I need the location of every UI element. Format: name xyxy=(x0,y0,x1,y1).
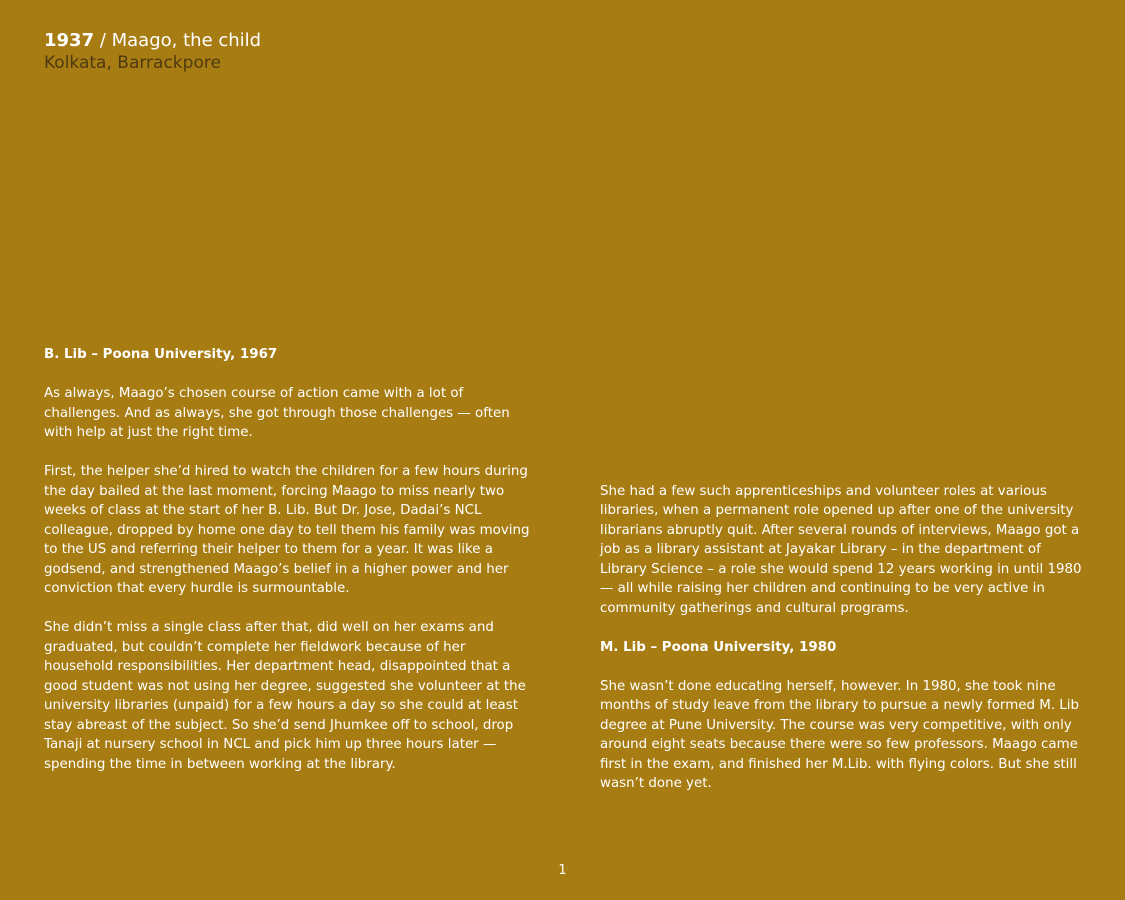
paragraph: First, the helper she’d hired to watch the children for a few hours during the day bailed at the last moment, forcing Maago to miss nearly two weeks of class at the start of her B. Lib. But Dr. Jose, Dadai’s NCL colleague, dropped by home one day to tell them his family was moving to the US and referring their helper to them for a year. It was like a godsend, and strengthened Maago’s belief in a higher power and her conviction that every hurdle is surmountable. xyxy=(44,464,530,596)
paragraph: She wasn’t done educating herself, however. In 1980, she took nine months of study leave from the library to pursue a newly formed M. Lib degree at Pune University. The course was very competitive, with only around eight seats because there were so few professors. Maago came first in the exam, and finished her M.Lib. with flying colors. But she still wasn’t done yet. xyxy=(600,678,1079,791)
section-heading-blib: B. Lib – Poona University, 1967 xyxy=(44,347,278,362)
paragraph: She didn’t miss a single class after that, did well on her exams and graduated, but couldn’t complete her fieldwork because of her household responsibilities. Her department head, disappointed that a good student was not using her degree, suggested she volunteer at the university libraries (unpaid) for a few hours a day so she could at least stay abreast of the subject. So she’d send Jhumkee off to school, drop Tanaji at nursery school in NCL and pick him up three hours later — spending the time in between working at the library. xyxy=(44,620,526,772)
page-number: 1 xyxy=(558,863,567,878)
paragraph: She had a few such apprenticeships and volunteer roles at various libraries, when a permanent role opened up after one of the university librarians abruptly quit. After several rounds of interviews, Maago got a job as a library assistant at Jayakar Library – in the department of Library Science – a role she would spend 12 years working in until 1980 — all while raising her children and continuing to be very active in community gatherings and cultural programs. xyxy=(600,483,1082,616)
chapter-header xyxy=(44,29,261,74)
chapter-location: Kolkata, Barrackpore xyxy=(44,53,221,73)
right-column xyxy=(600,482,1090,814)
title-separator: / xyxy=(94,30,112,51)
chapter-title: Maago, the child xyxy=(111,30,262,51)
paragraph: As always, Maago’s chosen course of action came with a lot of challenges. And as always, she got through those challenges — often with help at just the right time. xyxy=(44,386,510,440)
section-heading-mlib: M. Lib – Poona University, 1980 xyxy=(600,639,837,655)
chapter-title-line xyxy=(44,29,261,52)
left-column xyxy=(44,345,534,794)
chapter-year: 1937 xyxy=(44,30,95,51)
